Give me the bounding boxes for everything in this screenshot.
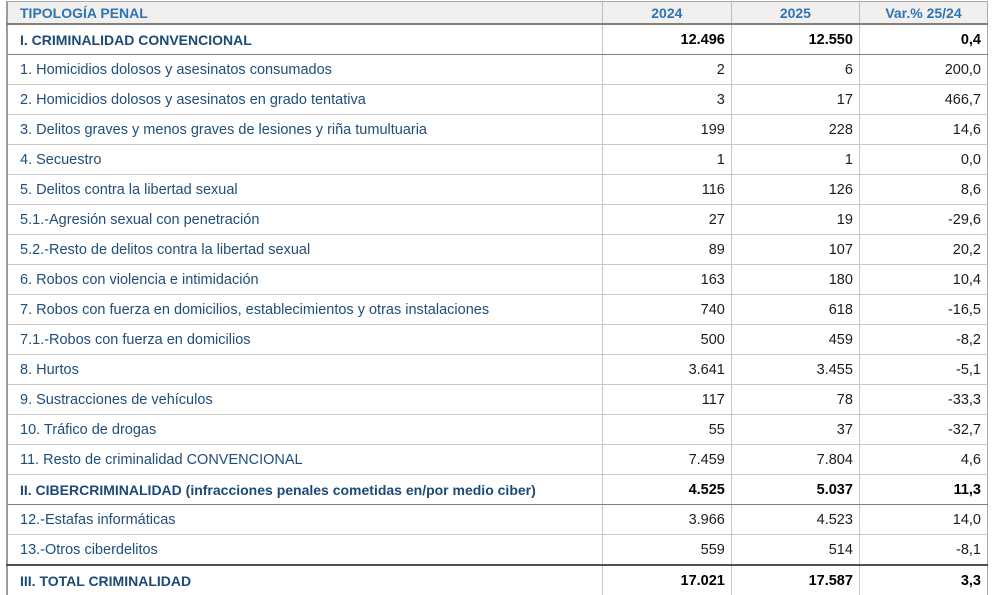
- table-row: [7, 295, 988, 325]
- crime-statistics-table: [6, 1, 988, 595]
- value-variation: -33,3: [859, 385, 987, 415]
- value-2024: 89: [602, 235, 731, 265]
- table-row: [7, 475, 988, 505]
- value-2024: 27: [602, 205, 731, 235]
- row-label: 2. Homicidios dolosos y asesinatos en grado tentativa: [7, 85, 602, 115]
- table-row: [7, 115, 988, 145]
- value-2024: 4.525: [602, 475, 731, 505]
- value-2024: 1: [602, 145, 731, 175]
- table-row: [7, 325, 988, 355]
- header-2024: 2024: [602, 2, 731, 25]
- value-variation: -29,6: [859, 205, 987, 235]
- table-body: [7, 24, 988, 595]
- value-2024: 117: [602, 385, 731, 415]
- row-label: 10. Tráfico de drogas: [7, 415, 602, 445]
- row-label: 7.1.-Robos con fuerza en domicilios: [7, 325, 602, 355]
- row-label: II. CIBERCRIMINALIDAD (infracciones penales cometidas en/por medio ciber): [7, 475, 602, 505]
- value-variation: 0,0: [859, 145, 987, 175]
- value-2025: 126: [731, 175, 859, 205]
- value-2025: 1: [731, 145, 859, 175]
- value-variation: -8,1: [859, 535, 987, 566]
- table-row: [7, 24, 988, 55]
- value-2025: 17: [731, 85, 859, 115]
- row-label: 11. Resto de criminalidad CONVENCIONAL: [7, 445, 602, 475]
- row-label: 8. Hurtos: [7, 355, 602, 385]
- value-2024: 500: [602, 325, 731, 355]
- value-2024: 7.459: [602, 445, 731, 475]
- value-variation: 3,3: [859, 565, 987, 595]
- row-label: 9. Sustracciones de vehículos: [7, 385, 602, 415]
- value-2024: 199: [602, 115, 731, 145]
- row-label: 7. Robos con fuerza en domicilios, establecimientos y otras instalaciones: [7, 295, 602, 325]
- value-2025: 17.587: [731, 565, 859, 595]
- value-2024: 17.021: [602, 565, 731, 595]
- value-2025: 5.037: [731, 475, 859, 505]
- table-row: [7, 355, 988, 385]
- table-row: [7, 415, 988, 445]
- row-label: III. TOTAL CRIMINALIDAD: [7, 565, 602, 595]
- table-row: [7, 55, 988, 85]
- value-variation: 20,2: [859, 235, 987, 265]
- table-row: [7, 445, 988, 475]
- value-variation: 11,3: [859, 475, 987, 505]
- table-row: [7, 145, 988, 175]
- value-2025: 19: [731, 205, 859, 235]
- row-label: 5.2.-Resto de delitos contra la libertad sexual: [7, 235, 602, 265]
- value-2024: 3: [602, 85, 731, 115]
- value-2025: 6: [731, 55, 859, 85]
- table-row: [7, 85, 988, 115]
- table-row: [7, 235, 988, 265]
- header-2025: 2025: [731, 2, 859, 25]
- value-variation: -8,2: [859, 325, 987, 355]
- value-2024: 559: [602, 535, 731, 566]
- row-label: 1. Homicidios dolosos y asesinatos consumados: [7, 55, 602, 85]
- value-2025: 4.523: [731, 505, 859, 535]
- header-row: [7, 2, 988, 25]
- value-2024: 55: [602, 415, 731, 445]
- value-2024: 740: [602, 295, 731, 325]
- value-2024: 3.966: [602, 505, 731, 535]
- header-tipologia-penal: TIPOLOGÍA PENAL: [7, 2, 602, 25]
- table-row: [7, 265, 988, 295]
- value-2024: 2: [602, 55, 731, 85]
- value-2025: 7.804: [731, 445, 859, 475]
- table-row: [7, 385, 988, 415]
- value-2025: 3.455: [731, 355, 859, 385]
- value-2025: 228: [731, 115, 859, 145]
- table-header: [7, 2, 988, 25]
- value-variation: 8,6: [859, 175, 987, 205]
- value-2025: 459: [731, 325, 859, 355]
- value-variation: 14,6: [859, 115, 987, 145]
- table-row: [7, 505, 988, 535]
- row-label: 13.-Otros ciberdelitos: [7, 535, 602, 566]
- row-label: 12.-Estafas informáticas: [7, 505, 602, 535]
- header-variation-percent: Var.% 25/24: [859, 2, 987, 25]
- row-label: 6. Robos con violencia e intimidación: [7, 265, 602, 295]
- value-2025: 37: [731, 415, 859, 445]
- table-row: [7, 205, 988, 235]
- table-row: [7, 565, 988, 595]
- value-2024: 12.496: [602, 24, 731, 55]
- row-label: 5. Delitos contra la libertad sexual: [7, 175, 602, 205]
- value-variation: 14,0: [859, 505, 987, 535]
- table-row: [7, 175, 988, 205]
- value-variation: 200,0: [859, 55, 987, 85]
- value-variation: 10,4: [859, 265, 987, 295]
- value-variation: 4,6: [859, 445, 987, 475]
- value-variation: -32,7: [859, 415, 987, 445]
- table-row: [7, 535, 988, 566]
- value-2024: 116: [602, 175, 731, 205]
- value-variation: 0,4: [859, 24, 987, 55]
- value-2025: 12.550: [731, 24, 859, 55]
- row-label: 4. Secuestro: [7, 145, 602, 175]
- value-2025: 514: [731, 535, 859, 566]
- value-variation: -5,1: [859, 355, 987, 385]
- row-label: 5.1.-Agresión sexual con penetración: [7, 205, 602, 235]
- value-variation: -16,5: [859, 295, 987, 325]
- value-variation: 466,7: [859, 85, 987, 115]
- value-2025: 180: [731, 265, 859, 295]
- value-2025: 618: [731, 295, 859, 325]
- row-label: 3. Delitos graves y menos graves de lesiones y riña tumultuaria: [7, 115, 602, 145]
- value-2024: 163: [602, 265, 731, 295]
- value-2024: 3.641: [602, 355, 731, 385]
- value-2025: 78: [731, 385, 859, 415]
- row-label: I. CRIMINALIDAD CONVENCIONAL: [7, 24, 602, 55]
- value-2025: 107: [731, 235, 859, 265]
